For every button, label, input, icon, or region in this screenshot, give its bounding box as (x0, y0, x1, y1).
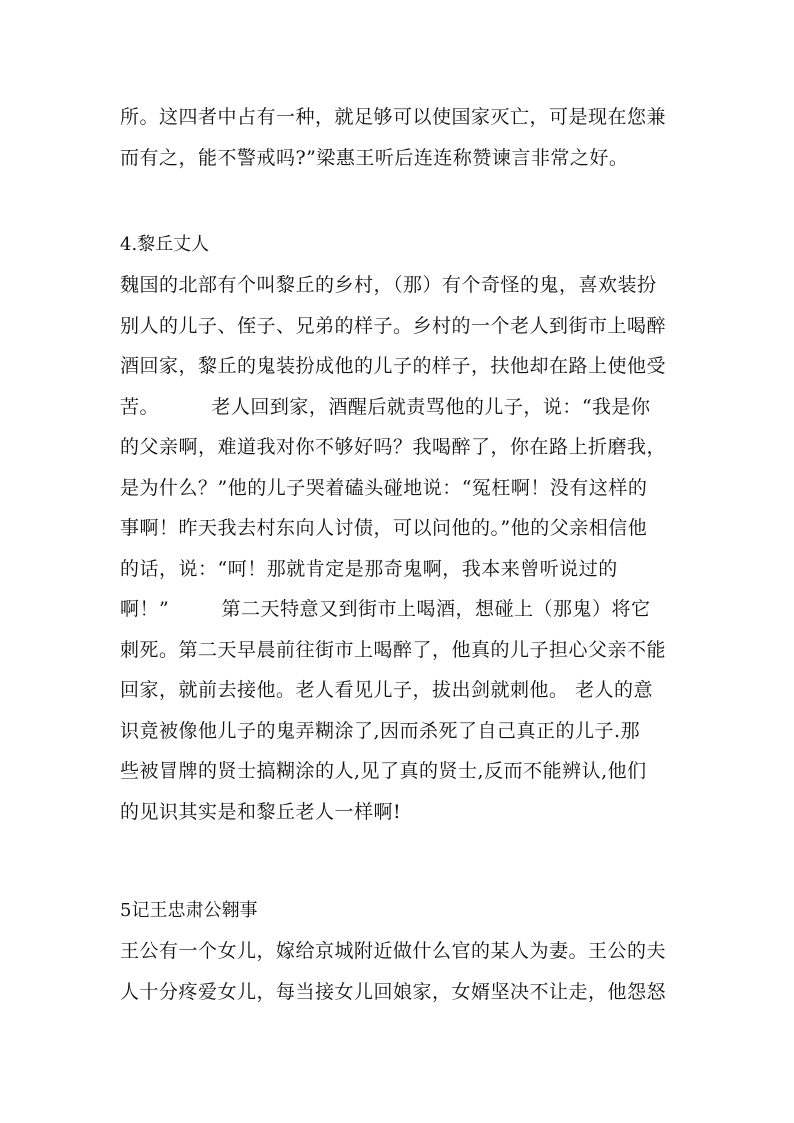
text-line: 些被冒牌的贤士搞糊涂的人,见了真的贤士,反而不能辨认,他们 (120, 760, 647, 782)
section-heading: 4.黎丘丈人 (120, 234, 210, 255)
text-line: 啊！” 第二天特意又到街市上喝酒，想碰上（那鬼）将它 (120, 598, 651, 620)
text-line: 是为什么？”他的儿子哭着磕头碰地说：“冤枉啊！没有这样的 (120, 477, 648, 499)
text-line: 事啊！昨天我去村东向人讨债，可以问他的。”他的父亲相信他 (120, 517, 648, 539)
text-line: 魏国的北部有个叫黎丘的乡村，（那）有个奇怪的鬼，喜欢装扮 (120, 274, 657, 296)
text-line: 而有之，能不警戒吗?”梁惠王听后连连称赞谏言非常之好。 (120, 147, 629, 169)
text-line: 的见识其实是和黎丘老人一样啊! (120, 801, 402, 823)
text-line: 识竟被像他儿子的鬼弄糊涂了,因而杀死了自己真正的儿子.那 (120, 720, 641, 742)
text-line: 人十分疼爱女儿，每当接女儿回娘家，女婿坚决不让走，他怨怒 (120, 981, 667, 1003)
text-line: 酒回家，黎丘的鬼装扮成他的儿子的样子，扶他却在路上使他受 (120, 355, 667, 377)
text-line: 苦。 老人回到家，酒醒后就责骂他的儿子，说：“我是你 (120, 396, 651, 418)
text-line: 所。这四者中占有一种，就足够可以使国家灭亡，可是现在您兼 (120, 106, 667, 128)
text-line: 刺死。第二天早晨前往街市上喝醉了，他真的儿子担心父亲不能 (120, 639, 667, 661)
text-line: 王公有一个女儿，嫁给京城附近做什么官的某人为妻。王公的夫 (120, 940, 667, 962)
section-heading: 5记王忠肃公翱事 (120, 900, 258, 921)
text-line: 的话，说：“呵！那就肯定是那奇鬼啊，我本来曾听说过的 (120, 558, 618, 580)
text-line: 别人的儿子、侄子、兄弟的样子。乡村的一个老人到街市上喝醉 (120, 315, 667, 337)
text-line: 的父亲啊，难道我对你不够好吗？我喝醉了，你在路上折磨我， (120, 436, 667, 458)
text-line: 回家，就前去接他。老人看见儿子，拔出剑就刺他。 老人的意 (120, 679, 654, 701)
